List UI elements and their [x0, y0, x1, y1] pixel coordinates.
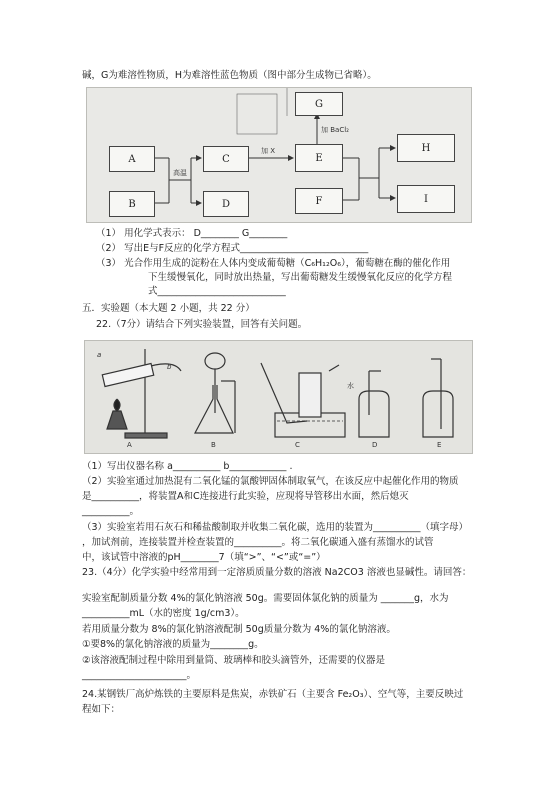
box-b: B — [109, 191, 155, 217]
q21-part1: （1） 用化学式表示： D________ G________ — [96, 228, 288, 239]
q21-part3c: 式___________________________ — [148, 286, 286, 297]
label-D: D — [372, 441, 378, 449]
q22-line4: __________。 — [82, 506, 140, 517]
q22-line5: （3）实验室若用石灰石和稀盐酸制取并收集二氧化碳，选用的装置为__________（填字母） — [82, 522, 469, 533]
q23-heading: 23.（4分）化学实验中经常用到一定溶质质量分数的溶液 Na2CO3 溶液也显碱性。请回答： — [82, 567, 472, 578]
q23-line5: ②该溶液配制过程中除用到量筒、玻璃棒和胶头滴管外，还需要的仪器是 — [82, 655, 386, 666]
q23-line2: __________mL（水的密度 1g/cm3）。 — [82, 608, 245, 619]
q23-line6: ______________________。 — [82, 670, 197, 681]
label-water: 水 — [347, 382, 354, 390]
label-b: b — [167, 363, 172, 371]
section-5-title: 五．实验题（本大题 2 小题，共 22 分） — [82, 303, 255, 314]
q21-part3a: （3） 光合作用生成的淀粉在人体内变成葡萄糖（C₆H₁₂O₆），葡萄糖在酶的催化作用 — [96, 258, 451, 269]
q22-line1: （1）写出仪器名称 a__________ b____________ . — [82, 461, 293, 472]
intro-text: 碱，G为难溶性物质，H为难溶性蓝色物质（图中部分生成物已省略）。 — [82, 70, 377, 81]
q21-part2: （2） 写出E与F反应的化学方程式___________________________ — [96, 243, 369, 254]
label-add-x: 加 X — [261, 147, 276, 155]
q24-line1: 24.某钢铁厂高炉炼铁的主要原料是焦炭，赤铁矿石（主要含 Fe₂O₃）、空气等，主要反映过 — [82, 689, 464, 700]
q22-line2: （2）实验室通过加热混有二氧化锰的氯酸钾固体制取氧气，在该反应中起催化作用的物质 — [82, 476, 459, 487]
apparatus-drawing — [85, 341, 472, 453]
q21-part3b: 下生缓慢氧化，同时放出热量，写出葡萄糖发生缓慢氧化反应的化学方程 — [148, 272, 453, 283]
box-a: A — [109, 146, 155, 172]
box-h: H — [397, 134, 455, 162]
box-c: C — [203, 146, 249, 172]
q23-line1: 实验室配制质量分数 4%的氯化钠溶液 50g。需要固体氯化钠的质量为 _______g，水为 — [82, 593, 449, 604]
q23-line3: 若用质量分数为 8%的氯化钠溶液配制 50g质量分数为 4%的氯化钠溶液。 — [82, 624, 396, 635]
box-e: E — [295, 144, 343, 172]
q22-line3: 是__________，将装置A和C连接进行此实验，应现将导管移出水面，然后熄灭 — [82, 491, 409, 502]
label-B: B — [211, 441, 216, 449]
label-high-temp: 高温 — [173, 169, 187, 177]
box-g: G — [295, 92, 343, 116]
box-d: D — [203, 191, 249, 217]
q22-heading: 22.（7分）请结合下列实验装置，回答有关问题。 — [96, 319, 308, 330]
q22-line7: 中，该试管中溶液的pH________7（填“>”、“<”或“=”） — [82, 552, 326, 563]
label-E: E — [437, 441, 442, 449]
apparatus-figure — [84, 340, 473, 454]
flow-diagram — [86, 87, 472, 223]
q23-line4: ①要8%的氯化钠溶液的质量为________g。 — [82, 639, 264, 650]
q22-line6: ，加试剂前，连接装置并检查装置的__________。将二氧化碳通入盛有蒸馏水的试管 — [82, 537, 434, 548]
label-A: A — [127, 441, 132, 449]
box-f: F — [295, 188, 343, 214]
box-i: I — [397, 185, 455, 213]
label-C: C — [295, 441, 300, 449]
q24-line2: 程如下： — [82, 704, 121, 715]
label-a: a — [97, 351, 102, 359]
label-add-bacl2: 加 BaCl₂ — [321, 126, 349, 134]
